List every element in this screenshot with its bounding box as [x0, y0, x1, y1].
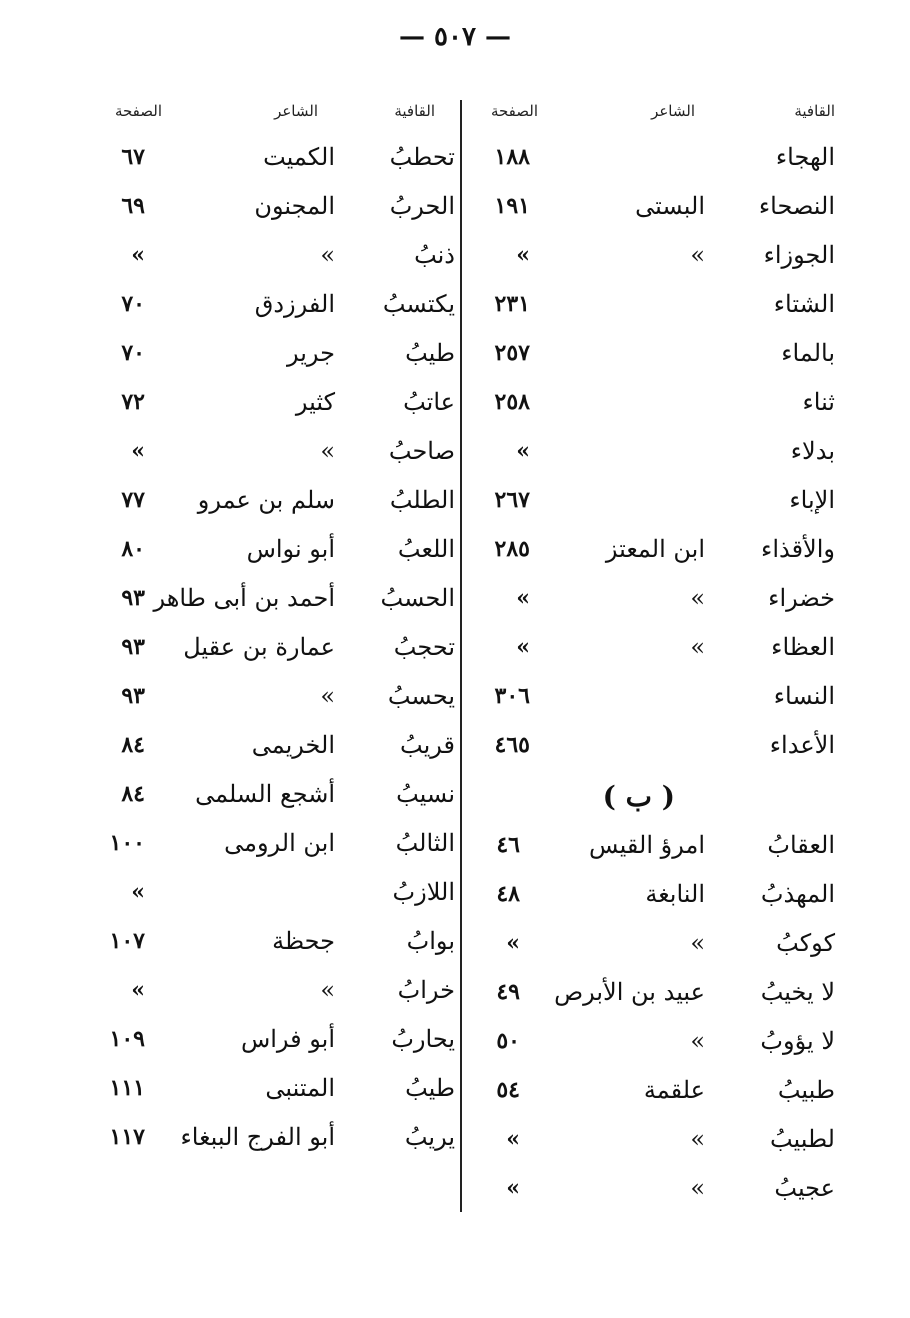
poet-header: الشاعر	[651, 102, 695, 120]
rhyme-cell: عاتبُ	[403, 388, 455, 416]
poet-cell: »	[320, 682, 335, 710]
rhyme-cell: العقابُ	[767, 831, 835, 859]
rhyme-cell: الشتاء	[773, 290, 835, 318]
page-cell: ١٨٨	[494, 144, 530, 170]
poet-cell: جحظة	[272, 927, 335, 955]
poet-cell: ابن الرومى	[224, 829, 335, 857]
page-cell: »	[506, 930, 520, 956]
index-row	[470, 485, 850, 525]
index-row	[90, 485, 460, 525]
page-cell: ١٠٧	[109, 928, 145, 954]
page-header: الصفحة	[114, 102, 162, 120]
rhyme-cell: الجوزاء	[763, 241, 835, 269]
page-cell: »	[131, 438, 145, 464]
poet-cell: البستى	[635, 192, 705, 220]
page-cell: »	[516, 242, 530, 268]
poet-cell: ابن المعتز	[605, 535, 705, 563]
index-row	[90, 436, 460, 476]
page-cell: ٣٠٦	[494, 683, 530, 709]
poet-cell: أبو نواس	[246, 535, 335, 563]
rhyme-cell: تحطبُ	[389, 143, 455, 171]
index-row	[90, 240, 460, 280]
index-row	[470, 1124, 850, 1164]
page-cell: ١٠٠	[109, 830, 145, 856]
index-row	[90, 191, 460, 231]
rhyme-cell: طيبُ	[405, 339, 455, 367]
index-row	[90, 1122, 460, 1162]
index-row	[90, 975, 460, 1015]
rhyme-cell: بدلاء	[790, 437, 835, 465]
index-row	[90, 534, 460, 574]
index-row	[90, 926, 460, 966]
page-cell: ١١١	[109, 1075, 145, 1101]
index-row	[470, 1026, 850, 1066]
poet-cell: سلم بن عمرو	[197, 486, 335, 514]
rhyme-cell: الإباء	[789, 486, 835, 514]
rhyme-cell: نسيبُ	[396, 780, 455, 808]
page-cell: ٨٠	[121, 536, 145, 562]
right-column	[470, 0, 850, 1318]
poet-cell: عبيد بن الأبرص	[554, 978, 705, 1006]
column-divider	[460, 100, 462, 1212]
left-column	[90, 0, 460, 1318]
index-row	[90, 387, 460, 427]
index-row	[470, 830, 850, 870]
rhyme-cell: يكتسبُ	[382, 290, 455, 318]
page-number: — ٥٠٧ —	[398, 22, 512, 52]
poet-cell: امرؤ القيس	[589, 831, 705, 859]
page-cell: »	[516, 585, 530, 611]
page-cell: ٢٣١	[494, 291, 530, 317]
rhyme-cell: طيبُ	[405, 1074, 455, 1102]
poet-cell: أحمد بن أبى طاهر	[153, 584, 335, 612]
index-row	[470, 977, 850, 1017]
poet-cell: علقمة	[643, 1076, 705, 1104]
rhyme-cell: اللعبُ	[397, 535, 455, 563]
page-cell: ٩٣	[121, 683, 145, 709]
page-cell: ٤٨	[496, 881, 520, 907]
poet-cell: الخريمى	[251, 731, 335, 759]
poet-cell: كثير	[295, 388, 335, 416]
poet-header: الشاعر	[274, 102, 318, 120]
page-cell: »	[516, 634, 530, 660]
rhyme-cell: طبيبُ	[777, 1076, 835, 1104]
page-cell: ٥٤	[496, 1077, 520, 1103]
rhyme-cell: النساء	[773, 682, 835, 710]
rhyme-cell: كوكبُ	[776, 929, 835, 957]
index-row	[90, 779, 460, 819]
page-cell: ٤٦٥	[494, 732, 530, 758]
rhyme-cell: الثالبُ	[395, 829, 455, 857]
rhyme-cell: يحاربُ	[391, 1025, 455, 1053]
page-cell: ٩٣	[121, 634, 145, 660]
page-cell: »	[506, 1126, 520, 1152]
rhyme-cell: لطبيبُ	[769, 1125, 835, 1153]
poet-cell: المجنون	[254, 192, 335, 220]
poet-cell: »	[690, 1125, 705, 1153]
rhyme-cell: ذنبُ	[414, 241, 455, 269]
page-cell: »	[131, 242, 145, 268]
index-row	[90, 142, 460, 182]
index-row	[90, 681, 460, 721]
rhyme-cell: قريبُ	[400, 731, 455, 759]
index-row	[470, 534, 850, 574]
rhyme-header: القافية	[794, 102, 835, 120]
index-row	[470, 1173, 850, 1213]
poet-cell: الفرزدق	[254, 290, 335, 318]
poet-cell: جرير	[287, 339, 335, 367]
index-row	[470, 879, 850, 919]
rhyme-cell: عجيبُ	[774, 1174, 835, 1202]
index-row	[90, 1073, 460, 1113]
page-cell: ٧٧	[121, 487, 145, 513]
index-row	[90, 877, 460, 917]
rhyme-cell: صاحبُ	[388, 437, 455, 465]
page-cell: ١٩١	[494, 193, 530, 219]
page-cell: ٧٠	[121, 291, 145, 317]
index-row	[470, 387, 850, 427]
page-cell: ٥٠	[496, 1028, 520, 1054]
poet-cell: الكميت	[263, 143, 335, 171]
index-row	[90, 583, 460, 623]
poet-cell: أبو فراس	[240, 1025, 335, 1053]
poet-cell: »	[690, 584, 705, 612]
page-cell: ٨٤	[121, 732, 145, 758]
page-cell: ٢٦٧	[494, 487, 530, 513]
rhyme-cell: والأقذاء	[761, 535, 835, 563]
rhyme-cell: الحسبُ	[380, 584, 455, 612]
page-cell: ١٠٩	[109, 1026, 145, 1052]
index-row	[470, 240, 850, 280]
rhyme-cell: العظاء	[771, 633, 835, 661]
rhyme-cell: لا يخيبُ	[760, 978, 835, 1006]
index-row	[470, 289, 850, 329]
poet-cell: النابغة	[645, 880, 705, 908]
rhyme-cell: اللازبُ	[392, 878, 455, 906]
index-row	[90, 1024, 460, 1064]
index-row	[90, 632, 460, 672]
page-cell: ٧٢	[121, 389, 145, 415]
page-cell: »	[131, 977, 145, 1003]
index-row	[90, 828, 460, 868]
rhyme-cell: الحربُ	[389, 192, 455, 220]
rhyme-cell: المهذبُ	[760, 880, 835, 908]
index-row	[470, 928, 850, 968]
index-row	[470, 338, 850, 378]
index-row	[470, 681, 850, 721]
index-row	[470, 730, 850, 770]
rhyme-cell: يريبُ	[404, 1123, 455, 1151]
page-cell: ٦٧	[121, 144, 145, 170]
rhyme-cell: ثناء	[802, 388, 835, 416]
page-cell: ٤٦	[496, 832, 520, 858]
poet-cell: المتنبى	[265, 1074, 335, 1102]
page-cell: »	[131, 879, 145, 905]
poet-cell: »	[690, 633, 705, 661]
index-row	[470, 1075, 850, 1115]
page-cell: ٧٠	[121, 340, 145, 366]
section-title: ( ب )	[602, 780, 675, 813]
rhyme-cell: لا يؤوبُ	[760, 1027, 835, 1055]
index-row	[470, 583, 850, 623]
page-cell: ٢٨٥	[494, 536, 530, 562]
index-row	[90, 338, 460, 378]
page-cell: ٩٣	[121, 585, 145, 611]
page-cell: »	[506, 1175, 520, 1201]
page-cell: ٢٥٧	[494, 340, 530, 366]
poet-cell: »	[320, 437, 335, 465]
rhyme-cell: خضراء	[768, 584, 835, 612]
index-row	[470, 191, 850, 231]
index-row	[470, 632, 850, 672]
poet-cell: عمارة بن عقيل	[183, 633, 335, 661]
page-cell: ٢٥٨	[494, 389, 530, 415]
rhyme-cell: الهجاء	[775, 143, 835, 171]
poet-cell: »	[690, 929, 705, 957]
rhyme-cell: تحجبُ	[393, 633, 455, 661]
poet-cell: أبو الفرج الببغاء	[180, 1123, 335, 1151]
page-cell: »	[516, 438, 530, 464]
page-cell: ٦٩	[121, 193, 145, 219]
poet-cell: »	[690, 1174, 705, 1202]
poet-cell: أشجع السلمى	[195, 780, 335, 808]
poet-cell: »	[320, 976, 335, 1004]
rhyme-cell: بالماء	[781, 339, 835, 367]
poet-cell: »	[320, 241, 335, 269]
poet-cell: »	[690, 1027, 705, 1055]
rhyme-header: القافية	[394, 102, 435, 120]
page-cell: ١١٧	[109, 1124, 145, 1150]
rhyme-cell: الأعداء	[769, 731, 835, 759]
rhyme-cell: النصحاء	[758, 192, 835, 220]
index-row	[470, 436, 850, 476]
rhyme-cell: بوابُ	[406, 927, 455, 955]
index-row	[90, 730, 460, 770]
page-header: الصفحة	[490, 102, 538, 120]
page-cell: ٨٤	[121, 781, 145, 807]
index-row	[470, 142, 850, 182]
page-cell: ٤٩	[496, 979, 520, 1005]
rhyme-cell: خرابُ	[397, 976, 455, 1004]
index-row	[90, 289, 460, 329]
rhyme-cell: الطلبُ	[389, 486, 455, 514]
poet-cell: »	[690, 241, 705, 269]
rhyme-cell: يحسبُ	[387, 682, 455, 710]
